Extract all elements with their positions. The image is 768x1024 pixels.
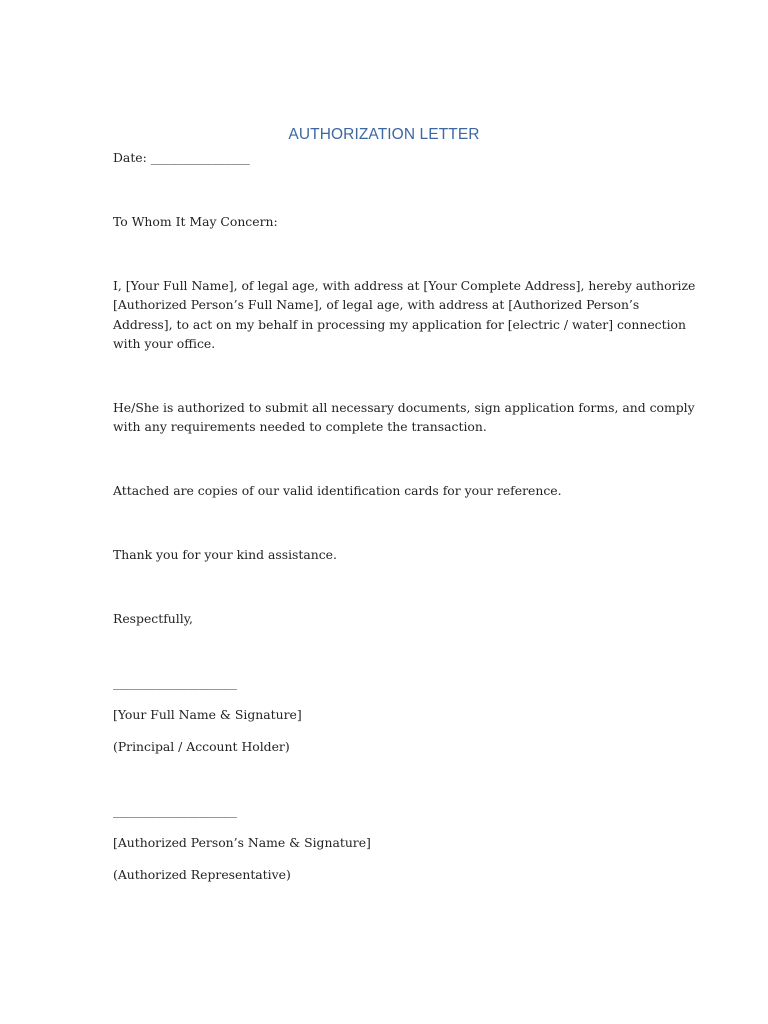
date-line: Date: ________________: [113, 150, 250, 165]
signer-representative-role: (Authorized Representative): [113, 867, 291, 882]
paragraph-scope: [113, 398, 695, 437]
paragraph-line: with any requirements needed to complete the transaction.: [113, 419, 487, 435]
paragraph-authorization: [113, 276, 696, 353]
signature-line-representative: ____________________: [113, 803, 237, 818]
paragraph-line: with your office.: [113, 335, 216, 351]
signer-representative-name: [Authorized Person’s Name & Signature]: [113, 835, 371, 850]
signer-principal-name: [Your Full Name & Signature]: [113, 707, 302, 722]
paragraph-line: He/She is authorized to submit all necessary documents, sign application forms, and comply: [113, 400, 695, 415]
salutation: To Whom It May Concern:: [113, 214, 278, 229]
paragraph-line: I, [Your Full Name], of legal age, with address at [Your Complete Address], hereby authorize: [113, 278, 696, 293]
document-title: AUTHORIZATION LETTER: [288, 126, 480, 143]
closing: Respectfully,: [113, 611, 193, 626]
signer-principal-role: (Principal / Account Holder): [113, 739, 290, 754]
paragraph-thanks: Thank you for your kind assistance.: [113, 547, 337, 562]
signature-line-principal: ____________________: [113, 675, 237, 690]
paragraph-attachments: Attached are copies of our valid identification cards for your reference.: [113, 483, 562, 498]
paragraph-line: Address], to act on my behalf in processing my application for [electric / water] connection: [113, 316, 686, 332]
paragraph-line: [Authorized Person’s Full Name], of legal age, with address at [Authorized Person’s: [113, 297, 640, 313]
